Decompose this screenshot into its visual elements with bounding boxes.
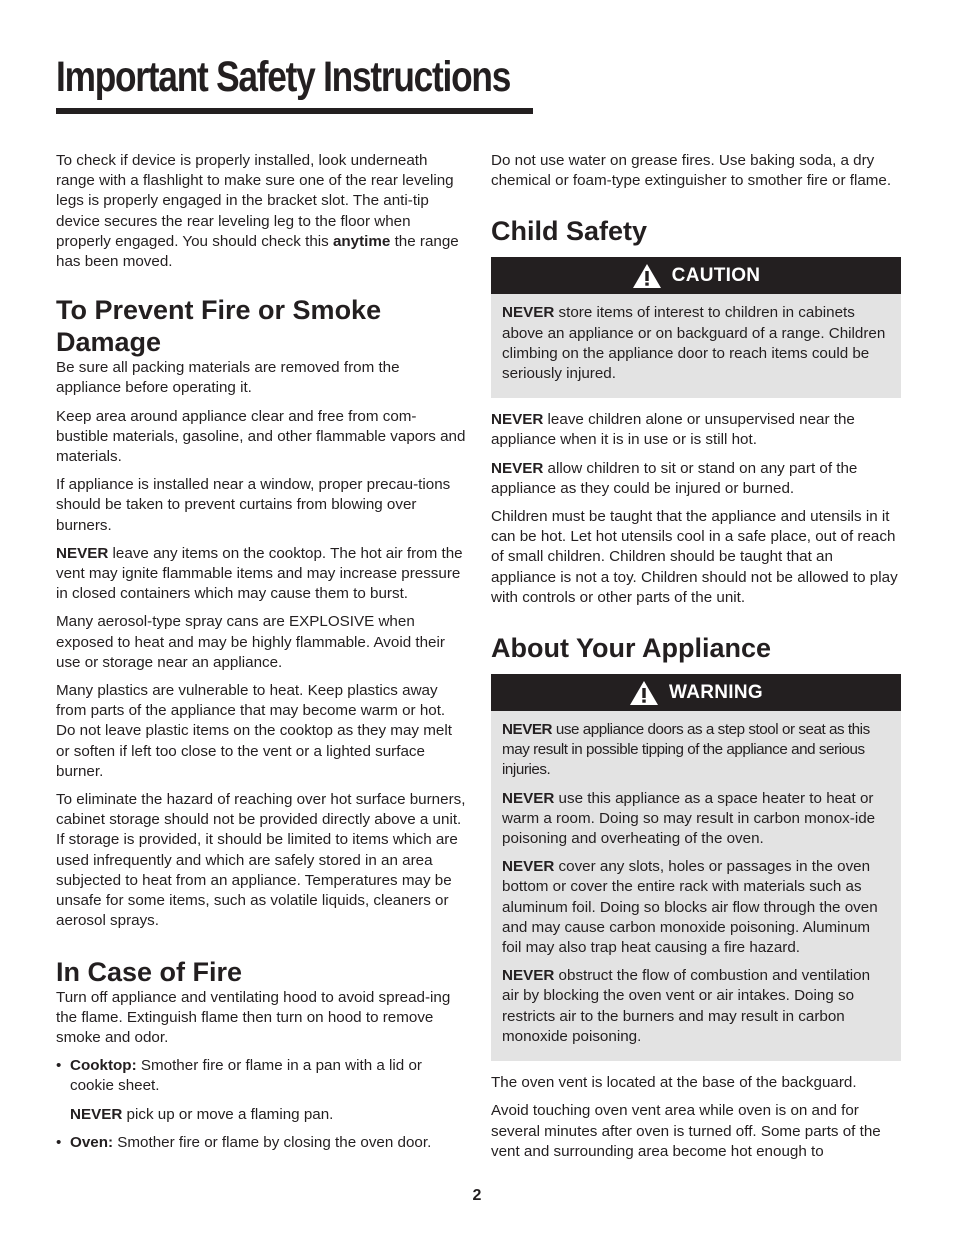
oven-vent-paragraph-1: The oven vent is located at the base of the backguard. [491, 1074, 857, 1092]
caution-text: NEVER store items of interest to children in cabinets above an appliance or on backguard of a range. Children climbing on the appliance door to reach items could be seriously injured. [502, 304, 886, 383]
list-item: • Cooktop: Smother fire or flame in a pan with a lid or cookie sheet. [56, 1057, 422, 1095]
fire-paragraph-3: If appliance is installed near a window, proper precau-tions should be taken to prevent curtains from blowing over burners. [56, 476, 451, 534]
caution-header [491, 257, 901, 294]
case-fire-paragraph: Turn off appliance and ventilating hood to avoid spread-ing the flame. Extinguish flame then turn on hood to remove smoke and odor. [56, 988, 451, 1046]
child-paragraph-2: NEVER allow children to sit or stand on any part of the appliance as they could be injured or burned. [491, 459, 858, 497]
fire-bullet-list [56, 1056, 466, 1096]
about-appliance-heading: About Your Appliance [491, 633, 772, 664]
anti-tip-paragraph: To check if device is properly installed, look underneath range with a flashlight to make sure one of the rear leveling legs is properly engaged in the bracket slot. The anti-tip device secures the rear leveling leg to the floor when properly engaged. You should check this anytime the range has been moved. [56, 152, 459, 271]
warning-item-3: NEVER cover any slots, holes or passages in the oven bottom or cover the entire rack with materials such as aluminum foil. Doing so blocks air flow through the oven and may cause carbon monoxide poisoning. Aluminum foil may also trap heat causing a fire hazard. [502, 858, 878, 957]
list-item-note: NEVER pick up or move a flaming pan. [70, 1105, 334, 1123]
warning-item-1: NEVER use appliance doors as a step stool or seat as this may result in possible tipping of the appliance and serious injuries. [502, 721, 870, 779]
child-safety-heading: Child Safety [491, 216, 648, 247]
fire-smoke-heading: To Prevent Fire or Smoke Damage [56, 295, 382, 358]
warning-box [491, 674, 901, 1061]
list-item: • Oven: Smother fire or flame by closing the oven door. [56, 1133, 432, 1151]
warning-body [491, 711, 901, 1061]
fire-paragraph-4: NEVER leave any items on the cooktop. The hot air from the vent may ignite flammable items and may increase pressure in closed containers which may cause them to burst. [56, 544, 463, 603]
warning-header [491, 674, 901, 711]
caution-label: CAUTION [671, 264, 761, 286]
oven-vent-paragraph-2: Avoid touching oven vent area while oven is on and for several minutes after oven is turned off. Some parts of the vent and surrounding area become hot enough to [491, 1102, 881, 1160]
fire-bullet-list-2 [56, 1133, 466, 1153]
fire-paragraph-1: Be sure all packing materials are removed from the appliance before operating it. [56, 359, 400, 397]
case-of-fire-heading: In Case of Fire [56, 956, 243, 987]
caution-box [491, 257, 901, 398]
fire-paragraph-7: To eliminate the hazard of reaching over hot surface burners, cabinet storage should not be provided directly above a unit. If storage is provided, it should be limited to items which are used infrequently and which are safely stored in an area subjected to heat from an appliance. Temperatures may be unsafe for some items, such as volatile liquids, cleaners or aerosol sprays. [56, 791, 466, 930]
caution-body [491, 294, 901, 398]
fire-paragraph-2: Keep area around appliance clear and free from com-bustible materials, gasoline, and other flammable vapors and materials. [56, 407, 466, 466]
left-column [56, 151, 466, 1161]
grease-fire-paragraph: Do not use water on grease fires. Use baking soda, a dry chemical or foam-type extinguisher to smother fire or flame. [491, 152, 892, 190]
child-paragraph-3: Children must be taught that the appliance and utensils in it can be hot. Let hot utensils cool in a safe place, out of reach of small children. Children should be taught that an appliance is not a toy. Children should not be allowed to play with controls or other parts of the unit. [491, 508, 898, 606]
warning-item-2: NEVER use this appliance as a space heater to heat or warm a room. Doing so may result in carbon monox-ide poisoning and overheating of the oven. [502, 789, 876, 848]
warning-triangle-icon [629, 680, 659, 706]
title-rule [56, 108, 533, 114]
right-column [491, 151, 901, 1170]
warning-label: WARNING [669, 681, 763, 703]
fire-paragraph-6: Many plastics are vulnerable to heat. Keep plastics away from parts of the appliance that may become warm or hot. Do not leave plastic items on the cooktop as they may melt or soften if left too close to the vent or a lighted surface burner. [56, 682, 452, 780]
warning-item-4: NEVER obstruct the flow of combustion and ventilation air by blocking the oven vent or air intakes. Doing so restricts air to the burners and may result in carbon monoxide poisoning. [502, 967, 871, 1045]
child-paragraph-1: NEVER leave children alone or unsupervised near the appliance when it is in use or is still hot. [491, 411, 855, 449]
warning-triangle-icon [632, 263, 662, 289]
page-title: Important Safety Instructions [56, 53, 511, 101]
fire-paragraph-5: Many aerosol-type spray cans are EXPLOSIVE when exposed to heat and may be highly flammable. Avoid their use or storage near an appliance. [56, 613, 445, 671]
page-number: 2 [472, 1187, 482, 1204]
